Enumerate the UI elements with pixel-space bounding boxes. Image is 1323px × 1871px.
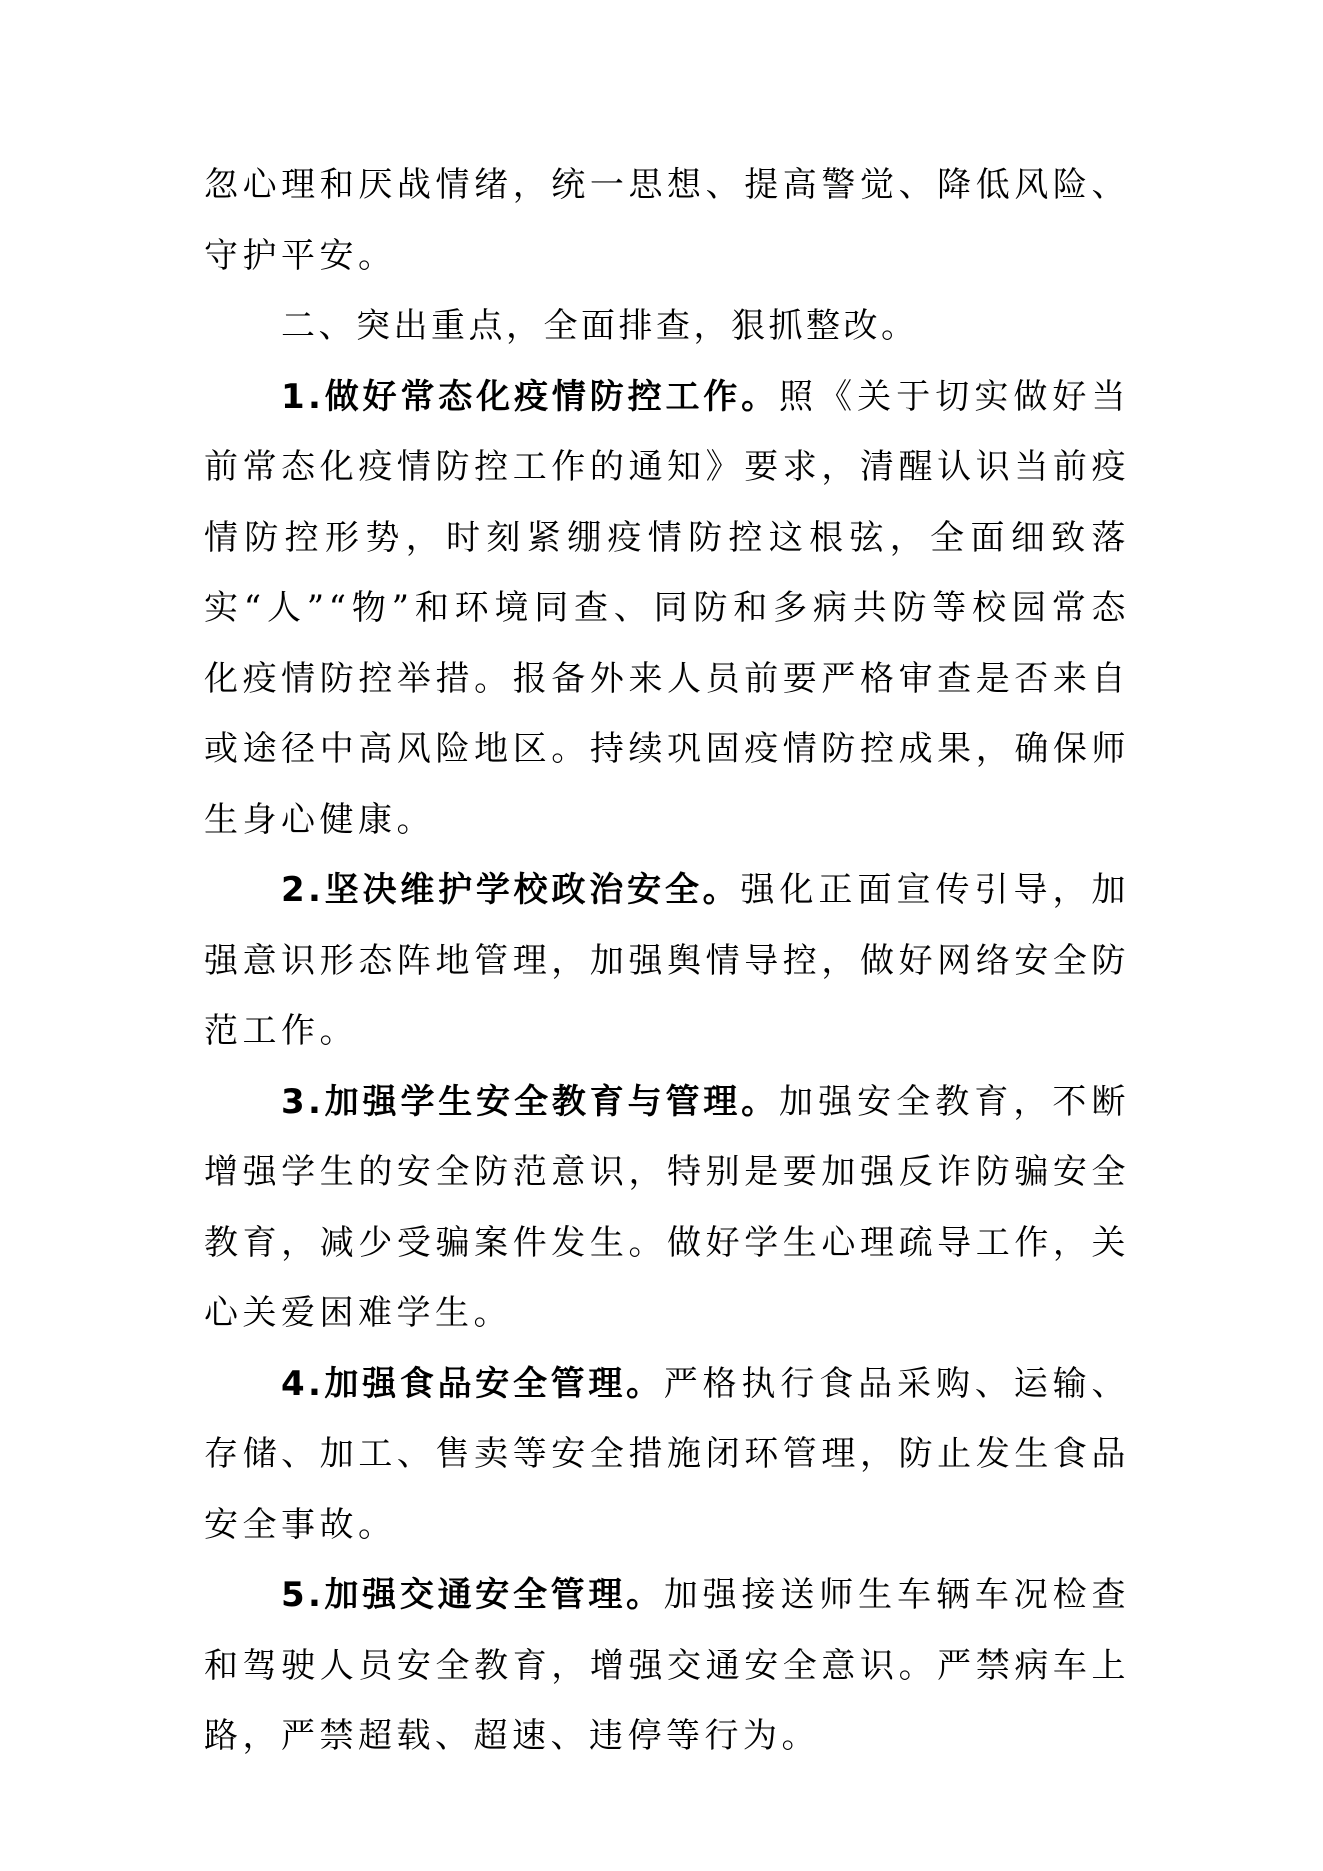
item-paragraph-5 (204, 1560, 1130, 1772)
item-lead-3: 3.加强学生安全教育与管理。 (281, 1081, 780, 1122)
item-lead-1: 1.做好常态化疫情防控工作。 (281, 376, 780, 417)
item-lead-5: 5.加强交通安全管理。 (281, 1575, 664, 1615)
section-heading-text: 二、突出重点，全面排查，狠抓整改。 (281, 306, 919, 346)
document-body (204, 150, 1130, 1772)
item-body-5: 加强接送师生车辆车况检查和驾驶人员安全教育，增强交通安全意识。严禁病车上路，严禁超载、超速、违停等行为。 (204, 1575, 1131, 1756)
paragraph-text: 忽心理和厌战情绪，统一思想、提高警觉、降低风险、守护平安。 (204, 165, 1130, 276)
item-body-3: 加强安全教育，不断增强学生的安全防范意识，特别是要加强反诈防骗安全教育，减少受骗案件发生。做好学生心理疏导工作，关心关爱困难学生。 (204, 1081, 1130, 1333)
section-heading (204, 291, 1130, 362)
item-paragraph-2 (204, 855, 1130, 1067)
item-paragraph-3 (204, 1067, 1130, 1349)
item-body-1: 照《关于切实做好当前常态化疫情防控工作的通知》要求，清醒认识当前疫情防控形势，时刻紧绷疫情防控这根弦，全面细致落实“人”“物”和环境同查、同防和多病共防等校园常态化疫情防控举措。报备外来人员前要严格审查是否来自或途径中高风险地区。持续巩固疫情防控成果，确保师生身心健康。 (204, 376, 1130, 840)
item-body-2: 强化正面宣传引导，加强意识形态阵地管理，加强舆情导控，做好网络安全防范工作。 (204, 870, 1130, 1051)
item-lead-4: 4.加强食品安全管理。 (281, 1363, 664, 1404)
item-paragraph-1 (204, 362, 1130, 856)
item-paragraph-4 (204, 1349, 1130, 1561)
continuation-paragraph (204, 150, 1130, 291)
item-lead-2: 2.坚决维护学校政治安全。 (281, 870, 741, 910)
item-body-4: 严格执行食品采购、运输、存储、加工、售卖等安全措施闭环管理，防止发生食品安全事故。 (204, 1363, 1131, 1545)
